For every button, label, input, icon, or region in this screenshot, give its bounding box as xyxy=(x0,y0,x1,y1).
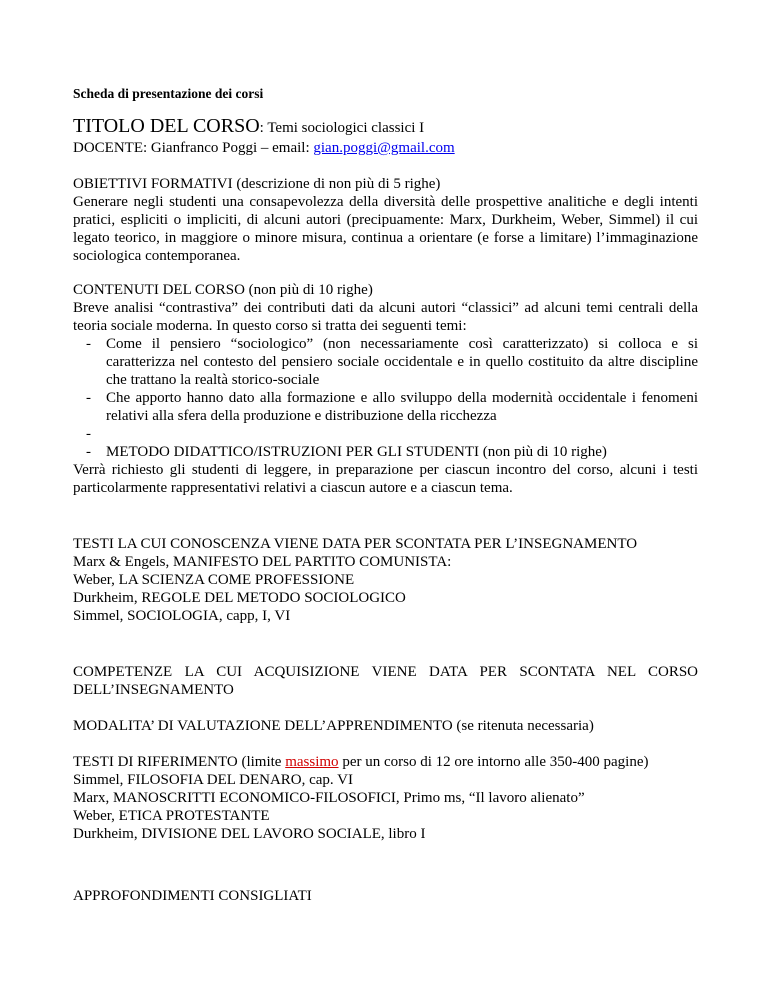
contents-heading: CONTENUTI DEL CORSO (non più di 10 righe) xyxy=(73,282,373,298)
prereq-text-item: Weber, LA SCIENZA COME PROFESSIONE xyxy=(73,572,355,588)
objectives-text: Generare negli studenti una consapevolezza della diversità delle prospettive analitiche e degli intenti pratici, espliciti o impliciti, di alcuni autori (precipuamente: Marx, Durkheim, Weber, Simmel) il cui legato teorico, in maggiore o minore misura, continua a orientare (e forse a limitare) l’immaginazione sociologica contemporanea. xyxy=(73,194,698,264)
further-heading: APPROFONDIMENTI CONSIGLIATI xyxy=(73,888,312,904)
prereq-texts-heading: TESTI LA CUI CONOSCENZA VIENE DATA PER SCONTATA PER L’INSEGNAMENTO xyxy=(73,536,638,552)
highlighted-word: massimo xyxy=(285,754,339,770)
list-item xyxy=(73,425,698,443)
dash-marker: - xyxy=(86,390,91,406)
teacher-email-link[interactable]: gian.poggi@gmail.com xyxy=(313,140,455,156)
contents-list xyxy=(73,335,698,461)
competences-heading: COMPETENZE LA CUI ACQUISIZIONE VIENE DATA PER SCONTATA NEL CORSO DELL’INSEGNAMENTO xyxy=(73,664,698,698)
reference-item: Weber, ETICA PROTESTANTE xyxy=(73,808,270,824)
course-title-line xyxy=(73,115,698,139)
list-item: - Come il pensiero “sociologico” (non necessariamente così caratterizzato) si colloca e si caratterizza nel contesto del pensiero sociale occidentale e in quello costituito da altre discipline che trattano la realtà storico-sociale xyxy=(86,336,698,388)
evaluation-heading: MODALITA’ DI VALUTAZIONE DELL’APPRENDIMENTO (se ritenuta necessaria) xyxy=(73,718,594,734)
prereq-text-item: Marx & Engels, MANIFESTO DEL PARTITO COMUNISTA: xyxy=(73,554,452,570)
reference-item: Durkheim, DIVISIONE DEL LAVORO SOCIALE, libro I xyxy=(73,826,426,842)
course-title-label: TITOLO DEL CORSO xyxy=(73,115,260,137)
objectives-heading: OBIETTIVI FORMATIVI (descrizione di non più di 5 righe) xyxy=(73,176,441,192)
teacher-label: DOCENTE: Gianfranco Poggi – email: xyxy=(73,140,314,156)
reference-item: Simmel, FILOSOFIA DEL DENARO, cap. VI xyxy=(73,772,353,788)
dash-marker: - xyxy=(86,426,91,442)
list-item: - Che apporto hanno dato alla formazione e allo sviluppo della modernità occidentale i fenomeni relativi alla sfera della produzione e distribuzione della ricchezza xyxy=(86,390,698,424)
document-title: Scheda di presentazione dei corsi xyxy=(73,86,264,101)
prereq-text-item: Durkheim, REGOLE DEL METODO SOCIOLOGICO xyxy=(73,590,406,606)
list-item xyxy=(73,443,698,461)
dash-marker: - xyxy=(86,336,91,352)
dash-marker: - xyxy=(86,444,91,460)
references-heading: TESTI DI RIFERIMENTO (limite massimo per un corso di 12 ore intorno alle 350-400 pagine) xyxy=(73,754,649,770)
document-page xyxy=(73,85,698,905)
reference-item: Marx, MANOSCRITTI ECONOMICO-FILOSOFICI, Primo ms, “Il lavoro alienato” xyxy=(73,790,585,806)
prereq-text-item: Simmel, SOCIOLOGIA, capp, I, VI xyxy=(73,608,291,624)
contents-text: Breve analisi “contrastiva” dei contributi dati da alcuni autori “classici” ad alcuni temi centrali della teoria sociale moderna. In questo corso si tratta dei seguenti temi: xyxy=(73,300,698,334)
teacher-line xyxy=(73,139,698,157)
method-text: Verrà richiesto gli studenti di leggere, in preparazione per ciascun incontro del corso, alcuni i testi particolarmente rappresentativi relativi a ciascun autore e a ciascun tema. xyxy=(73,462,698,496)
method-heading: METODO DIDATTICO/ISTRUZIONI PER GLI STUDENTI (non più di 10 righe) xyxy=(106,444,607,460)
course-title-value: : Temi sociologici classici I xyxy=(259,120,425,136)
